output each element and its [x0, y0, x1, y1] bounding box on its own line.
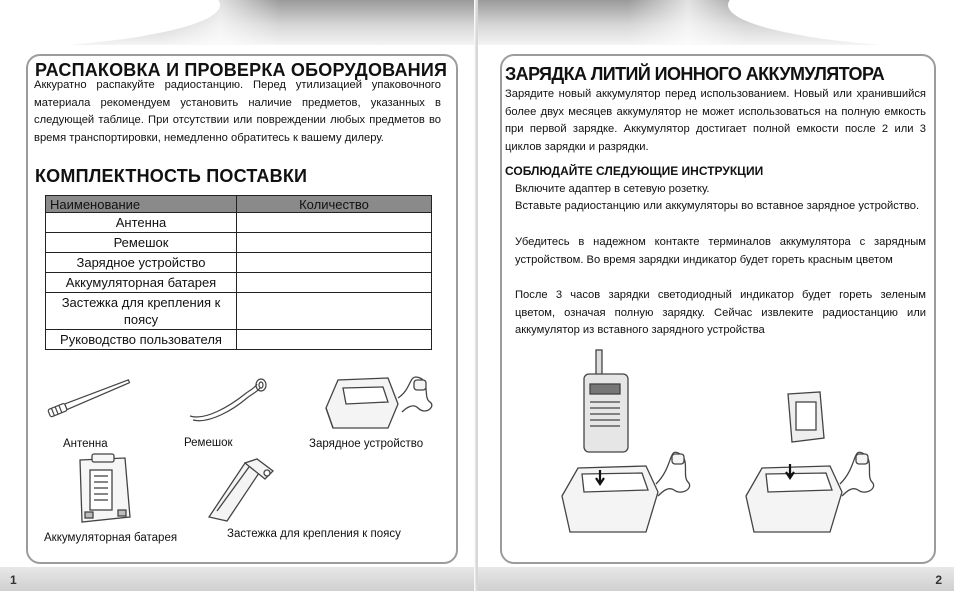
- strap-caption: Ремешок: [184, 437, 233, 449]
- col-qty-header: Количество: [237, 196, 432, 213]
- instructions-heading: СОБЛЮДАЙТЕ СЛЕДУЮЩИЕ ИНСТРУКЦИИ: [505, 164, 764, 178]
- item-name: Антенна: [46, 213, 237, 233]
- page-number: 1: [10, 573, 17, 587]
- item-name: Аккумуляторная батарея: [46, 273, 237, 293]
- item-qty: [237, 330, 432, 350]
- battery-in-charger-icon: [740, 386, 880, 546]
- table-row: [46, 253, 432, 273]
- item-name: Застежка для крепления к поясу: [46, 293, 237, 330]
- table-row: [46, 213, 432, 233]
- table-row: [46, 233, 432, 253]
- page-number: 2: [935, 573, 942, 587]
- antenna-caption: Антенна: [63, 438, 108, 450]
- item-qty: [237, 233, 432, 253]
- footer-band: [478, 567, 954, 591]
- right-page: [478, 0, 954, 591]
- item-name: Руководство пользователя: [46, 330, 237, 350]
- table-header-row: [46, 196, 432, 213]
- antenna-icon: [40, 372, 140, 422]
- table-row: [46, 293, 432, 330]
- unpack-heading: РАСПАКОВКА И ПРОВЕРКА ОБОРУДОВАНИЯ: [35, 60, 448, 80]
- footer-band: [0, 567, 476, 591]
- left-page: [0, 0, 476, 591]
- col-name-header: Наименование: [46, 196, 237, 213]
- kit-table: [45, 195, 432, 350]
- step-item: Вставьте радиостанцию или аккумуляторы во вставное зарядное устройство.: [515, 200, 920, 212]
- step-item: Включите адаптер в сетевую розетку.: [515, 183, 710, 195]
- battery-icon: [70, 452, 140, 527]
- radio-in-charger-icon: [556, 346, 696, 546]
- item-qty: [237, 293, 432, 330]
- header-band: [0, 0, 476, 45]
- battery-caption: Аккумуляторная батарея: [44, 532, 178, 544]
- kit-heading: КОМПЛЕКТНОСТЬ ПОСТАВКИ: [35, 166, 308, 186]
- table-row: [46, 330, 432, 350]
- charger-caption: Зарядное устройство: [309, 438, 424, 450]
- step-item: Убедитесь в надежном контакте терминалов аккумулятора с зарядным устройством. Во время зарядки индикатор будет гореть красным цветом: [515, 236, 926, 266]
- item-qty: [237, 253, 432, 273]
- strap-icon: [185, 376, 270, 426]
- item-name: Ремешок: [46, 233, 237, 253]
- belt-clip-caption: Застежка для крепления к поясу: [227, 528, 401, 540]
- item-name: Зарядное устройство: [46, 253, 237, 273]
- charging-intro: Зарядите новый аккумулятор перед использованием. Новый или хранившийся более двух месяцев аккумулятор не может использоваться на полную емкость при первой зарядке. Аккумулятор достигает полной емкости после 2 или 3 циклов зарядки и разрядки.: [505, 88, 926, 153]
- charger-icon: [318, 368, 438, 433]
- unpack-text: Аккуратно распакуйте радиостанцию. Перед утилизацией упаковочного материала рекомендуем установить наличие предметов, указанных в следующей таблице. При отсутствии или повреждении любых предметов во время транспортировки, немедленно обратитесь к вашему дилеру.: [34, 79, 441, 144]
- table-row: [46, 273, 432, 293]
- header-band: [478, 0, 954, 45]
- belt-clip-icon: [205, 455, 280, 525]
- charging-heading: ЗАРЯДКА ЛИТИЙ ИОННОГО АККУМУЛЯТОРА: [505, 64, 885, 84]
- step-item: После 3 часов зарядки светодиодный индикатор будет гореть зеленым цветом, означая полную зарядку. Сейчас извлеките радиостанцию или аккумулятор из вставного зарядного устройства: [515, 289, 926, 337]
- item-qty: [237, 273, 432, 293]
- item-qty: [237, 213, 432, 233]
